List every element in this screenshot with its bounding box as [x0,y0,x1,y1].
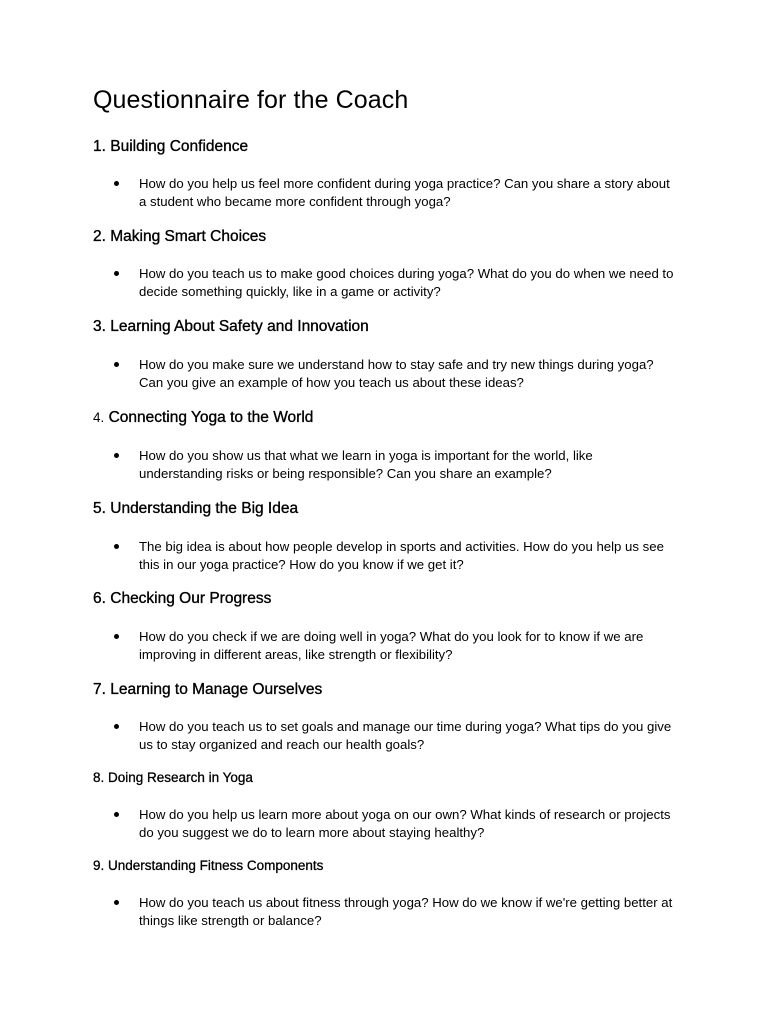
bullet-icon [114,181,119,186]
section-heading [93,318,369,336]
section-number: 1. [93,138,106,155]
section-title: Connecting Yoga to the World [108,409,314,426]
document-title: Questionnaire for the Coach [93,86,409,114]
section-heading [93,138,248,156]
section-number: 6. [93,590,106,607]
bullet-icon [114,812,119,817]
section-heading [93,228,266,246]
section-title: Checking Our Progress [110,590,272,607]
section-number: 8. [93,770,105,785]
section-title: Understanding the Big Idea [110,500,299,517]
section-heading [93,500,298,518]
section-heading [93,409,313,427]
section-number: 4. [93,410,105,425]
question-text: How do you teach us to set goals and manage our time during yoga? What tips do you give us to stay organized and reach our health goals? [139,719,672,752]
question-text: How do you help us learn more about yoga on our own? What kinds of research or projects do you suggest we do to learn more about staying healthy? [139,807,671,840]
question-text: How do you check if we are doing well in yoga? What do you look for to know if we are improving in different areas, like strength or flexibility? [139,629,644,662]
question-text: How do you show us that what we learn in yoga is important for the world, like understanding risks or being responsible? Can you share an example? [139,448,593,481]
question-text: How do you make sure we understand how to stay safe and try new things during yoga? Can you give an example of how you teach us about these ideas? [139,357,654,390]
section-heading [93,590,271,608]
question-text: How do you teach us about fitness through yoga? How do we know if we're getting better at things like strength or balance? [139,895,673,928]
bullet-icon [114,453,119,458]
section-heading [93,681,322,699]
section-title: Learning About Safety and Innovation [110,318,369,335]
bullet-icon [114,634,119,639]
bullet-icon [114,900,119,905]
bullet-icon [114,724,119,729]
section-number: 3. [93,318,106,335]
bullet-icon [114,271,119,276]
section-number: 5. [93,500,106,517]
bullet-icon [114,362,119,367]
section-heading [93,770,253,785]
section-title: Doing Research in Yoga [108,770,253,785]
question-text: The big idea is about how people develop in sports and activities. How do you help us see this in our yoga practice? How do you know if we get it? [139,539,664,572]
section-number: 7. [93,681,106,698]
section-heading [93,858,323,873]
section-title: Making Smart Choices [110,228,267,245]
section-title: Learning to Manage Ourselves [110,681,323,698]
section-title: Building Confidence [110,138,249,155]
question-text: How do you teach us to make good choices during yoga? What do you do when we need to decide something quickly, like in a game or activity? [139,266,674,299]
section-title: Understanding Fitness Components [108,858,324,873]
bullet-icon [114,544,119,549]
question-text: How do you help us feel more confident during yoga practice? Can you share a story about a student who became more confident through yoga? [139,176,670,209]
section-number: 9. [93,858,105,873]
section-number: 2. [93,228,106,245]
